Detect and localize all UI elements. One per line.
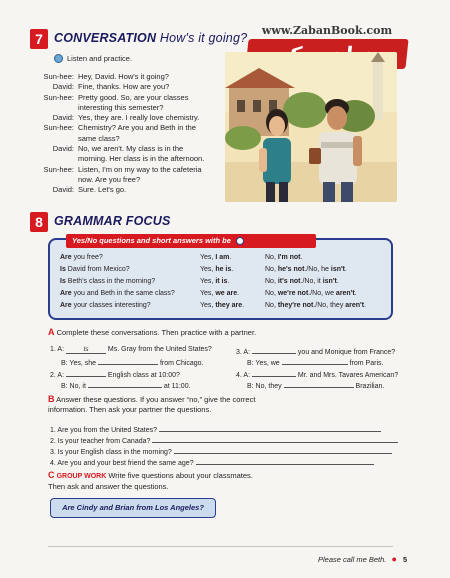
grammar-text: Is [60, 278, 66, 285]
part-a-instruction [48, 327, 256, 338]
grammar-text: Yes, [200, 278, 216, 285]
grammar-text: Is [60, 266, 66, 273]
answer-blank[interactable] [98, 357, 158, 365]
answer-blank[interactable] [252, 369, 296, 377]
yes-no-question [60, 278, 200, 285]
dialog-text: Chemistry? Are you and Beth in the [78, 123, 196, 133]
dialog-line [40, 185, 220, 195]
dialog-text: same class? [78, 133, 120, 143]
short-answer-no [265, 278, 395, 285]
answer-blank[interactable]: Is [66, 346, 106, 354]
bullet-icon: ● [391, 554, 397, 564]
part-a-instruction-text: Complete these conversations. Then practice with a partner. [56, 328, 257, 337]
answer-line[interactable] [159, 424, 381, 432]
dialog-text: Hey, David. How's it going? [78, 72, 169, 81]
exercise-3b-text: from Paris. [349, 360, 384, 367]
exercise-1b [61, 357, 204, 367]
grammar-text: No, [265, 290, 278, 297]
exercise-4a-text: Mr. and Mrs. Tavares American? [297, 372, 399, 379]
exercise-4b-label: B: No, they [247, 383, 282, 390]
grammar-row [60, 290, 395, 297]
short-answer-yes [200, 278, 265, 285]
speaker-name: David: [52, 113, 74, 123]
short-answer-yes [200, 266, 265, 273]
exercise-3a-label: 3. A: [236, 349, 251, 356]
exercise-1b-label: B: Yes, she [61, 360, 97, 367]
listen-instruction [54, 54, 132, 63]
dialog-text: No, we aren't. My class is in the [78, 144, 184, 154]
dialog-line [40, 144, 220, 154]
grammar-row [60, 254, 395, 261]
part-c-instruction-line1: Write five questions about your classmates. [108, 471, 253, 480]
grammar-text: ./No, we [308, 290, 336, 297]
dialog-line [40, 72, 220, 82]
short-answer-yes [200, 302, 265, 309]
grammar-text: Yes, [200, 290, 216, 297]
part-c-letter: C [48, 470, 55, 480]
listen-instruction-text: Listen and practice. [67, 54, 133, 63]
speaker-name [40, 134, 78, 144]
short-answer-no [265, 266, 395, 273]
dialog-text: Fine, thanks. How are you? [78, 82, 170, 92]
grammar-text: he's not [277, 266, 305, 273]
example-question-box: Are Cindy and Brian from Los Angeles? [50, 498, 216, 518]
section-7-title [54, 31, 247, 45]
grammar-text: I'm not [277, 254, 301, 261]
grammar-text: . [344, 266, 347, 273]
section-7-badge: 7 [30, 29, 48, 49]
exercise-2a-label: 2. A: [50, 372, 65, 379]
grammar-focus-box [48, 238, 393, 320]
exercise-2a-text: English class at 10:00? [107, 372, 180, 379]
short-answer-yes [200, 290, 265, 297]
exercise-1a-label: 1. A: [50, 346, 65, 353]
exercise-3a-text: you and Monique from France? [297, 349, 396, 356]
dialog-line [40, 103, 220, 113]
grammar-text: your classes interesting? [71, 302, 151, 309]
grammar-text: . [336, 278, 339, 285]
exercise-1a-text: Ms. Gray from the United States? [107, 346, 212, 353]
grammar-text: they are [215, 302, 243, 309]
speaker-name [40, 154, 78, 164]
grammar-box-title-text: Yes/No questions and short answers with be [72, 236, 231, 245]
grammar-text: we are [215, 290, 238, 297]
grammar-text: . [227, 278, 230, 285]
exercise-1a [50, 346, 212, 354]
audio-cd-icon [54, 54, 63, 63]
grammar-row [60, 278, 395, 285]
grammar-text: we're not [277, 290, 309, 297]
grammar-text: isn't [322, 278, 337, 285]
answer-blank[interactable] [88, 380, 162, 388]
exercise-2b [61, 380, 191, 390]
grammar-text: it's not [277, 278, 301, 285]
speaker-name: Sun-hee: [43, 72, 74, 81]
yes-no-question [60, 302, 200, 309]
grammar-box-title [66, 234, 316, 248]
question-2-text: 2. Is your teacher from Canada? [50, 438, 151, 445]
grammar-text: isn't [330, 266, 345, 273]
yes-no-question [60, 290, 200, 297]
short-answer-no [265, 290, 395, 297]
speaker-name: David: [52, 185, 74, 195]
answer-line[interactable] [196, 457, 374, 465]
exercise-4b [247, 380, 384, 390]
speaker-name: Sun-hee: [43, 92, 74, 102]
section-8-title: GRAMMAR FOCUS [54, 214, 171, 228]
grammar-text: Yes, [200, 266, 216, 273]
exercise-3a [236, 346, 395, 356]
grammar-text: I am [215, 254, 230, 261]
question-1 [50, 424, 381, 434]
speaker-name: David: [52, 144, 74, 154]
grammar-text: No, [265, 254, 278, 261]
grammar-text: No, [265, 266, 278, 273]
dialog-text: Sure. Let's go. [78, 185, 127, 195]
speaker-name [40, 175, 78, 185]
page-footer [318, 554, 407, 564]
question-2 [50, 435, 398, 445]
yes-no-question [60, 266, 200, 273]
grammar-text: Yes, [200, 254, 216, 261]
question-4-text: 4. Are you and your best friend the same age? [50, 460, 194, 467]
section-8-badge: 8 [30, 212, 48, 232]
grammar-text: aren't [345, 302, 365, 309]
grammar-text: . [354, 290, 357, 297]
short-answer-no [265, 302, 395, 309]
exercise-2a [50, 369, 180, 379]
dialog-text: Yes, they are. I really love chemistry. [78, 113, 200, 123]
grammar-text: . [229, 254, 232, 261]
answer-line[interactable] [174, 446, 392, 454]
dialog-line [40, 165, 220, 175]
exercise-3b-label: B: Yes, we [247, 360, 280, 367]
part-b-letter: B [48, 394, 55, 404]
grammar-text: Beth's class in the morning? [65, 278, 156, 285]
short-answer-yes [200, 254, 265, 261]
part-c-instruction [48, 470, 253, 492]
dialog-text: now. Are you free? [78, 174, 141, 184]
speaker-name: Sun-hee: [43, 123, 74, 133]
speaker-name: David: [52, 82, 74, 92]
dialog-line [40, 175, 220, 185]
dialog-text: morning. Her class is in the afternoon. [78, 154, 205, 164]
grammar-text: ./No, they [313, 302, 346, 309]
grammar-text: Are [60, 290, 72, 297]
grammar-text: you and Beth in the same class? [71, 290, 175, 297]
answer-blank[interactable] [284, 380, 354, 388]
dialog-text: Listen, I'm on my way to the cafeteria [78, 164, 202, 174]
part-b-instruction-line1: Answer these questions. If you answer “no,” give the correct [56, 395, 256, 404]
grammar-text: aren't [335, 290, 355, 297]
conversation-heading: CONVERSATION [54, 31, 157, 45]
footer-divider [48, 546, 393, 547]
grammar-text: Are [60, 302, 72, 309]
dialog-line [40, 113, 220, 123]
dialog-line [40, 154, 220, 164]
dialog-line [40, 93, 220, 103]
watermark-url: www.ZabanBook.com [261, 24, 393, 37]
exercise-4a-label: 4. A: [236, 372, 251, 379]
grammar-row [60, 302, 395, 309]
exercise-1b-text: from Chicago. [159, 360, 204, 367]
answer-line[interactable] [152, 435, 398, 443]
unit-title: Please call me Beth. [318, 555, 387, 564]
question-1-text: 1. Are you from the United States? [50, 427, 158, 434]
page-number: 5 [403, 555, 408, 564]
grammar-row [60, 266, 395, 273]
speaker-name: Sun-hee: [43, 164, 74, 174]
grammar-text: ./No, he [304, 266, 331, 273]
exercise-4a [236, 369, 398, 379]
grammar-text: Are [60, 254, 72, 261]
exercise-2b-text: at 11:00. [163, 383, 191, 390]
dialog-text: Pretty good. So, are your classes [78, 92, 189, 102]
grammar-text: . [231, 266, 234, 273]
grammar-text: . [364, 302, 367, 309]
part-c-instruction-line2: Then ask and answer the questions. [48, 482, 169, 491]
students-illustration [225, 52, 397, 202]
short-answer-no [265, 254, 395, 261]
grammar-text: Yes, [200, 302, 216, 309]
exercise-3b [247, 357, 383, 367]
grammar-text: David from Mexico? [65, 266, 130, 273]
conversation-subtitle: How's it going? [159, 31, 248, 45]
audio-cd-icon [236, 237, 244, 245]
part-a-letter: A [48, 327, 55, 337]
group-work-label: GROUP WORK [56, 473, 107, 480]
part-b-instruction [48, 394, 255, 415]
grammar-text: they're not [277, 302, 314, 309]
question-4 [50, 457, 374, 467]
dialog-text: interesting this semester? [78, 102, 164, 112]
grammar-text: he is [215, 266, 232, 273]
grammar-text: No, [265, 278, 278, 285]
yes-no-question [60, 254, 200, 261]
question-3-text: 3. Is your English class in the morning? [50, 449, 172, 456]
exercise-4b-text: Brazilian. [355, 383, 385, 390]
exercise-2b-label: B: No, it [61, 383, 86, 390]
dialog-line [40, 123, 220, 133]
grammar-text: it is [215, 278, 228, 285]
conversation-dialog [40, 72, 220, 196]
part-b-instruction-line2: information. Then ask your partner the questions. [48, 405, 212, 414]
grammar-text: No, [265, 302, 278, 309]
speaker-name [40, 103, 78, 113]
answer-blank[interactable] [252, 346, 296, 354]
grammar-text: . [237, 290, 240, 297]
grammar-text: . [300, 254, 303, 261]
grammar-text: . [242, 302, 245, 309]
grammar-text: you free? [71, 254, 103, 261]
grammar-text: ./No, it [300, 278, 323, 285]
question-3 [50, 446, 392, 456]
dialog-line [40, 134, 220, 144]
answer-blank[interactable] [66, 369, 106, 377]
answer-blank[interactable] [282, 357, 348, 365]
dialog-line [40, 82, 220, 92]
